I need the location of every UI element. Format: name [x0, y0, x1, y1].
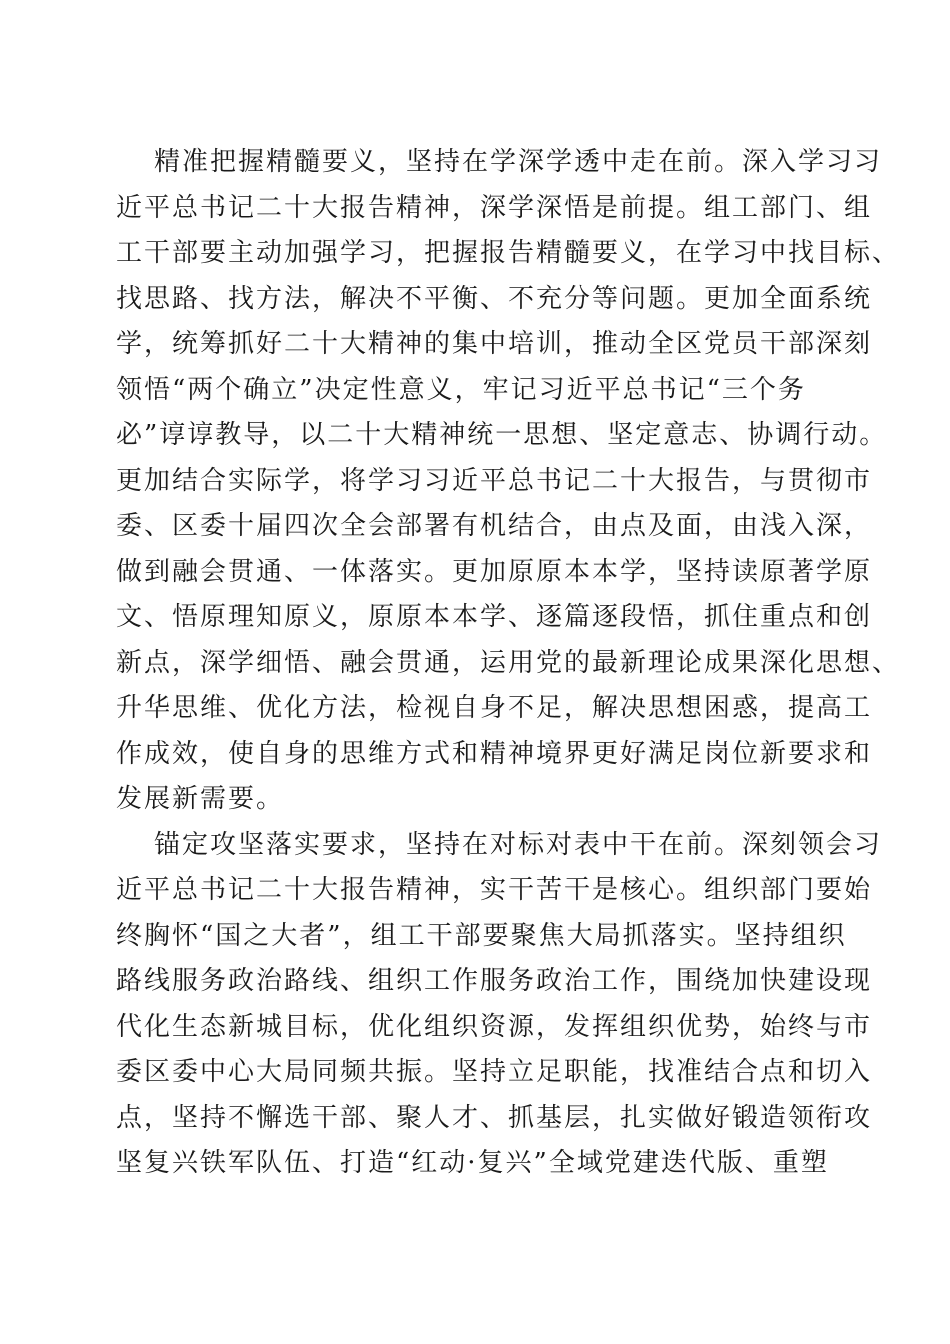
paragraph-line: 近平总书记二十大报告精神，实干苦干是核心。组织部门要始 — [116, 875, 873, 905]
paragraph-line: 文、悟原理知原义，原原本本学、逐篇逐段悟，抓住重点和创 — [116, 602, 873, 632]
paragraph-line: 发展新需要。 — [116, 784, 285, 814]
paragraph-line: 点，坚持不懈选干部、聚人才、抓基层，扎实做好锻造领衔攻 — [116, 1102, 873, 1133]
paragraph-line: 近平总书记二十大报告精神，深学深悟是前提。组工部门、组 — [116, 192, 873, 223]
paragraph-line: 学，统筹抓好二十大精神的集中培训，推动全区党员干部深刻 — [116, 329, 873, 359]
paragraph-line: 更加结合实际学，将学习习近平总书记二十大报告，与贯彻市 — [116, 465, 873, 496]
paragraph-line: 做到融会贯通、一体落实。更加原原本本学，坚持读原著学原 — [116, 556, 873, 587]
paragraph-2 — [116, 823, 883, 1187]
paragraph-line: 锚定攻坚落实要求，坚持在对标对表中干在前。深刻领会习 — [154, 829, 883, 860]
paragraph-line: 作成效，使自身的思维方式和精神境界更好满足岗位新要求和 — [116, 738, 873, 769]
paragraph-line: 领悟“两个确立”决定性意义，牢记习近平总书记“三个务 — [116, 374, 806, 405]
paragraph-line: 委区委中心大局同频共振。坚持立足职能，找准结合点和切入 — [116, 1057, 873, 1087]
paragraph-line: 精准把握精髓要义，坚持在学深学透中走在前。深入学习习 — [154, 147, 883, 177]
paragraph-line: 坚复兴铁军队伍、打造“红动·复兴”全域党建迭代版、重塑 — [116, 1148, 829, 1178]
paragraph-line: 终胸怀“国之大者”，组工干部要聚焦大局抓落实。坚持组织 — [116, 920, 847, 951]
paragraph-line: 路线服务政治路线、组织工作服务政治工作，围绕加快建设现 — [116, 966, 873, 996]
paragraph-line: 委、区委十届四次全会部署有机结合，由点及面，由浅入深， — [116, 511, 873, 541]
paragraph-line: 新点，深学细悟、融会贯通，运用党的最新理论成果深化思想、 — [116, 647, 901, 678]
paragraph-line: 工干部要主动加强学习，把握报告精髓要义，在学习中找目标、 — [116, 238, 901, 268]
paragraph-line: 代化生态新城目标，优化组织资源，发挥组织优势，始终与市 — [116, 1011, 873, 1042]
paragraph-line: 升华思维、优化方法，检视自身不足，解决思想困惑，提高工 — [116, 693, 873, 723]
document-body — [116, 140, 901, 1187]
paragraph-line: 必”谆谆教导，以二十大精神统一思想、坚定意志、协调行动。 — [116, 420, 888, 450]
paragraph-1 — [116, 140, 901, 823]
paragraph-line: 找思路、找方法，解决不平衡、不充分等问题。更加全面系统 — [116, 283, 873, 314]
